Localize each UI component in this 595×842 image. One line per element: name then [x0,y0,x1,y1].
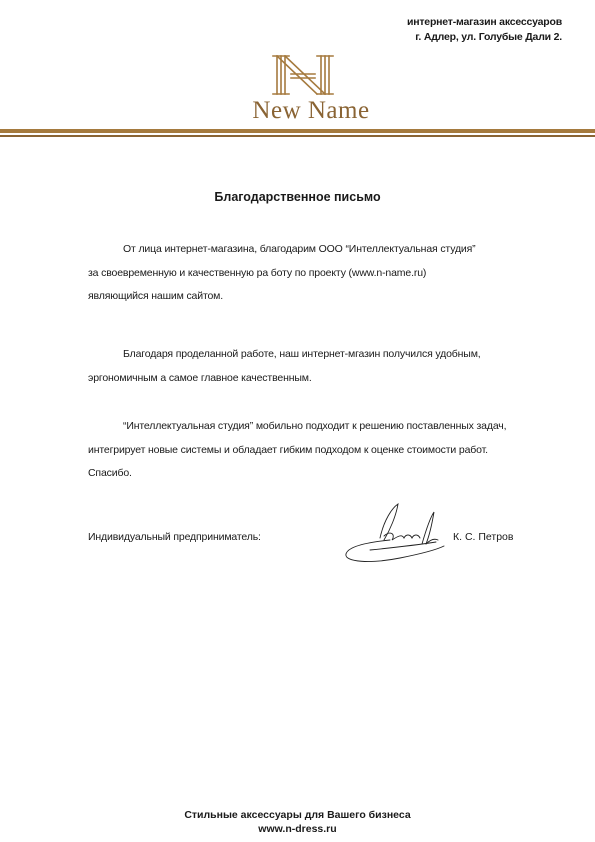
footer-website-link[interactable]: www.n-dress.ru [258,823,337,835]
paragraph-1-line-2: за своевременную и качественную ра боту по проекту (www.n-name.ru) [88,266,427,279]
paragraph-3 [88,415,538,486]
paragraph-3-line-2: интегрирует новые системы и обладает гибким подходом к оценке стоимости работ. [88,443,488,456]
letter-title: Благодарственное письмо [214,190,381,204]
logo-wordmark: New Name [252,97,370,124]
paragraph-3-line-3: Спасибо. [88,467,132,479]
paragraph-2-line-1: Благодаря проделанной работе, наш интернет-мгазин получился удобным, [123,348,481,360]
address-line-2: г. Адлер, ул. Голубые Дали 2. [415,31,562,43]
footer-slogan: Стильные аксессуары для Вашего бизнеса [184,809,411,821]
signature-label: Индивидуальный предприниматель: [88,531,261,543]
handwritten-signature-icon [340,500,450,572]
header-rule-thin [0,135,595,137]
header-rule-thick [0,129,595,133]
address-line-1: интернет-магазин аксессуаров [406,16,562,28]
paragraph-1-line-1: От лица интернет-магазина, благодарим ООО “Интеллектуальная студия” [123,243,476,255]
paragraph-1 [88,238,538,309]
paragraph-2 [88,343,538,390]
footer [0,808,595,836]
signer-name: К. С. Петров [453,531,514,543]
company-address [407,15,562,45]
paragraph-1-line-3: являющийся нашим сайтом. [88,290,224,302]
paragraph-3-line-1: “Интеллектуальная студия” мобильно подходит к решению поставленных задач, [123,420,507,432]
logo-monogram-icon [271,52,335,98]
paragraph-2-line-2: эргономичным а самое главное качественным. [88,371,312,384]
